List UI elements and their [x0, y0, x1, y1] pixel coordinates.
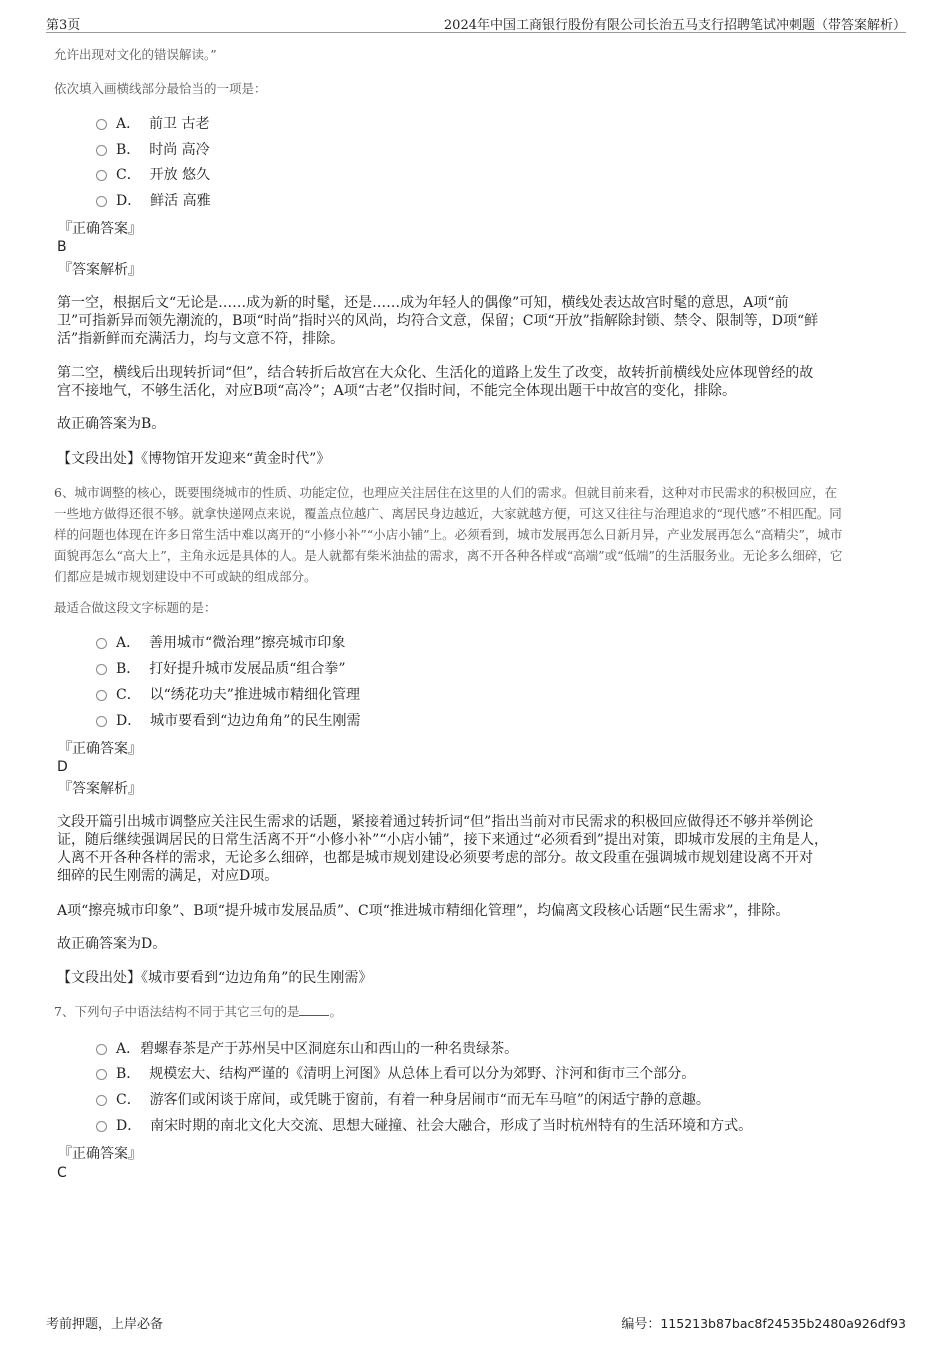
text-line: 故正确答案为D。 — [57, 936, 167, 952]
text-line: 样的问题也体现在许多日常生活中难以离开的“小修小补”“小店小铺”上。必须看到，城市发展再怎么日新月异，产业发展再怎么“高精尖”，城市 — [54, 527, 843, 542]
q6-analysis-conclusion — [57, 935, 887, 953]
q5-option-d[interactable] — [96, 192, 211, 210]
text-line: 面貌再怎么“高大上”，主角永远是具体的人。是人就都有柴米油盐的需求，离不开各种各样或“高端”或“低端”的生活服务业。无论多么细碎，它 — [54, 548, 843, 563]
q6-analysis-paragraph-1 — [57, 813, 887, 885]
document-id-code: 115213b87bac8f24535b2480a926df93 — [660, 1316, 906, 1331]
q7-answer-label: 『正确答案』 — [58, 1146, 142, 1162]
option-key: A． — [116, 116, 141, 132]
q5-prompt: 依次填入画横线部分最恰当的一项是： — [54, 81, 267, 96]
q5-analysis-conclusion — [57, 415, 887, 433]
page-number: 第3页 — [46, 18, 81, 33]
q6-analysis-label: 『答案解析』 — [58, 781, 142, 797]
footer-slogan: 考前押题，上岸必备 — [46, 1317, 164, 1332]
q5-analysis-paragraph-2 — [57, 364, 887, 400]
radio-icon[interactable] — [96, 1121, 107, 1132]
q7-option-a[interactable] — [96, 1040, 518, 1058]
option-text: 打好提升城市发展品质“组合拳” — [149, 661, 346, 677]
text-line: 文段开篇引出城市调整应关注民生需求的话题，紧接着通过转折词“但”指出当前对市民需求的积极回应做得还不够并举例论 — [57, 814, 814, 830]
option-text: 规模宏大、结构严谨的《清明上河图》从总体上看可以分为郊野、汴河和街市三个部分。 — [149, 1066, 696, 1082]
document-id — [621, 1313, 906, 1332]
text-line: 人离不开各种各样的需求，无论多么细碎，也都是城市规划建设必须要考虑的部分。故文段重在强调城市规划建设离不开对 — [57, 850, 813, 866]
q5-answer: B — [57, 239, 67, 255]
option-text: 游客们或闲谈于席间，或凭眺于窗前，有着一种身居闹市“而无车马喧”的闲适宁静的意趣。 — [149, 1092, 710, 1108]
radio-icon[interactable] — [96, 196, 107, 207]
q7-stem — [54, 1001, 342, 1022]
q6-stem — [54, 482, 904, 587]
option-key: A． — [116, 1041, 141, 1057]
q5-stem-continuation: 允许出现对文化的错误解读。” — [54, 47, 217, 62]
text-line: 细碎的民生刚需的满足，对应D项。 — [57, 868, 279, 884]
blank-line — [299, 1003, 329, 1016]
text-line: 宫不接地气，不够生活化，对应B项“高冷”；A项“古老”仅指时间，不能完全体现出题干中故宫的变化，排除。 — [57, 383, 737, 399]
radio-icon[interactable] — [96, 664, 107, 675]
q6-analysis-paragraph-2 — [57, 902, 887, 920]
radio-icon[interactable] — [96, 145, 107, 156]
text-line: 证，随后继续强调居民的日常生活离不开“小修小补”“小店小铺”，接下来通过“必须看到”提出对策，即城市发展的主角是人， — [57, 832, 828, 848]
option-key: A． — [116, 635, 141, 651]
text-line: 们都应是城市规划建设中不可或缺的组成部分。 — [54, 569, 317, 584]
option-text: 碧螺春茶是产于苏州吴中区洞庭东山和西山的一种名贵绿茶。 — [140, 1041, 519, 1057]
q5-analysis-label: 『答案解析』 — [58, 262, 142, 278]
q5-option-c[interactable] — [96, 166, 210, 184]
option-key: D． — [116, 1118, 142, 1134]
page-footer — [46, 1313, 906, 1331]
option-key: C． — [116, 1092, 141, 1108]
text-line: 卫”可指新异而领先潮流的，B项“时尚”指时兴的风尚，均符合文意，保留；C项“开放”指解除封锁、禁令、限制等，D项“鲜 — [57, 313, 819, 329]
document-title: 2024年中国工商银行股份有限公司长治五马支行招聘笔试冲刺题（带答案解析） — [443, 18, 906, 33]
radio-icon[interactable] — [96, 119, 107, 130]
q7-stem-text: 7、下列句子中语法结构不同于其它三句的是 — [54, 1004, 300, 1019]
option-key: C． — [116, 167, 141, 183]
text-line: 故正确答案为B。 — [57, 416, 166, 432]
q6-source: 【文段出处】《城市要看到“边边角角”的民生刚需》 — [57, 970, 373, 986]
option-text: 城市要看到“边边角角”的民生刚需 — [150, 713, 361, 729]
radio-icon[interactable] — [96, 1095, 107, 1106]
q6-answer-label: 『正确答案』 — [58, 741, 142, 757]
option-text: 开放 悠久 — [149, 167, 211, 183]
text-line: 第一空，根据后文“无论是……成为新的时髦，还是……成为年轻人的偶像”可知，横线处表达故宫时髦的意思，A项“前 — [57, 295, 789, 311]
option-text: 鲜活 高雅 — [150, 193, 211, 209]
q7-stem-end: 。 — [329, 1004, 342, 1019]
q5-option-b[interactable] — [96, 141, 210, 159]
q7-option-c[interactable] — [96, 1091, 710, 1109]
option-key: B． — [116, 661, 141, 677]
option-text: 以“绣花功夫”推进城市精细化管理 — [149, 687, 360, 703]
q6-option-a[interactable] — [96, 634, 345, 652]
radio-icon[interactable] — [96, 1069, 107, 1080]
q6-prompt: 最适合做这段文字标题的是： — [54, 600, 217, 615]
text-line: 一些地方做得还很不够。就拿快递网点来说，覆盖点位越广、离居民身边越近，大家就越方便，可这又往往与治理追求的“现代感”不相匹配。同 — [54, 506, 842, 521]
option-key: B． — [116, 1066, 141, 1082]
q7-option-d[interactable] — [96, 1117, 752, 1135]
radio-icon[interactable] — [96, 1044, 107, 1055]
option-key: C． — [116, 687, 141, 703]
q5-source: 【文段出处】《博物馆开发迎来“黄金时代”》 — [57, 451, 331, 467]
option-key: B． — [116, 142, 141, 158]
radio-icon[interactable] — [96, 170, 107, 181]
q7-answer: C — [57, 1165, 67, 1181]
page-header — [46, 14, 906, 33]
q5-answer-label: 『正确答案』 — [58, 221, 142, 237]
document-id-label: 编号： — [621, 1317, 661, 1332]
option-text: 时尚 高冷 — [149, 142, 210, 158]
option-text: 南宋时期的南北文化大交流、思想大碰撞、社会大融合，形成了当时杭州特有的生活环境和方式。 — [150, 1118, 753, 1134]
q6-option-c[interactable] — [96, 686, 360, 704]
q5-option-a[interactable] — [96, 115, 209, 133]
option-key: D． — [116, 193, 142, 209]
q7-option-b[interactable] — [96, 1065, 695, 1083]
option-text: 善用城市“微治理”擦亮城市印象 — [149, 635, 346, 651]
text-line: 第二空，横线后出现转折词“但”，结合转折后故宫在大众化、生活化的道路上发生了改变，故转折前横线处应体现曾经的故 — [57, 365, 814, 381]
radio-icon[interactable] — [96, 638, 107, 649]
option-key: D． — [116, 713, 142, 729]
q6-option-d[interactable] — [96, 712, 360, 730]
radio-icon[interactable] — [96, 716, 107, 727]
q6-option-b[interactable] — [96, 660, 346, 678]
option-text: 前卫 古老 — [149, 116, 210, 132]
text-line: 6、城市调整的核心，既要围绕城市的性质、功能定位，也理应关注居住在这里的人们的需求。但就目前来看，这种对市民需求的积极回应，在 — [54, 485, 837, 500]
radio-icon[interactable] — [96, 690, 107, 701]
q6-answer: D — [57, 759, 68, 775]
q5-analysis-paragraph-1 — [57, 294, 887, 348]
text-line: A项“擦亮城市印象”、B项“提升城市发展品质”、C项“推进城市精细化管理”，均偏离文段核心话题“民生需求”，排除。 — [57, 903, 790, 919]
text-line: 活”指新鲜而充满活力，均与文意不符，排除。 — [57, 331, 345, 347]
